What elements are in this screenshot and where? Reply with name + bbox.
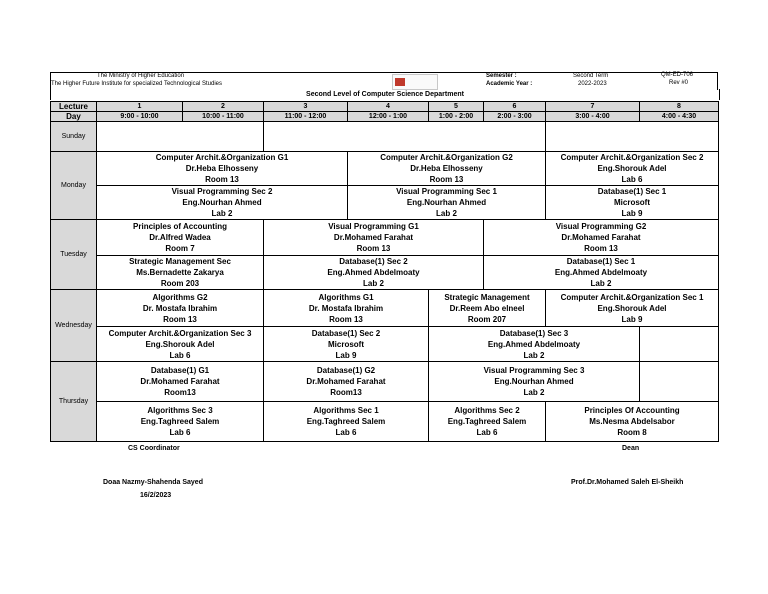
- instructor-name: Eng.Shorouk Adel: [145, 339, 215, 349]
- instructor-name: Eng.Nourhan Ahmed: [406, 198, 487, 207]
- instructor-name: Microsoft: [328, 339, 364, 349]
- instructor-name: Eng.Taghreed Salem: [447, 417, 527, 426]
- lecture-number: 3: [264, 102, 348, 112]
- day-header: Day: [51, 112, 97, 122]
- room-name: Room 207: [467, 314, 507, 324]
- logo-mark-icon: [395, 78, 405, 86]
- course-name: Database(1) Sec 2: [339, 257, 408, 266]
- lecture-number: 4: [348, 102, 429, 112]
- room-name: Room 13: [329, 314, 363, 324]
- empty-slot: [546, 122, 719, 152]
- time-slot: 1:00 - 2:00: [429, 112, 484, 122]
- course-name: Principles of Accounting: [133, 222, 227, 231]
- instructor-name: Microsoft: [614, 198, 650, 207]
- instructor-name: Ms.Nesma Abdelsabor: [589, 417, 675, 426]
- course-name: Algorithms Sec 3: [147, 406, 213, 415]
- doc-code: QM-ED-706: [661, 72, 694, 78]
- class-cell: [546, 290, 719, 327]
- course-name: Database(1) Sec 1: [597, 187, 667, 196]
- room-name: Room 203: [160, 279, 200, 288]
- room-name: Room 13: [205, 175, 239, 184]
- room-name: Lab 2: [523, 388, 545, 397]
- course-name: Computer Archit.&Organization G2: [380, 153, 513, 162]
- timetable: [50, 101, 719, 442]
- instructor-name: Dr.Heba Elhosseny: [185, 164, 259, 173]
- instructor-name: Eng.Ahmed Abdelmoaty: [554, 268, 648, 277]
- class-cell: [264, 220, 484, 256]
- instructor-name: Eng.Nourhan Ahmed: [494, 377, 574, 386]
- coordinator-label: CS Coordinator: [128, 445, 180, 452]
- class-cell: [546, 402, 719, 442]
- day-tuesday: Tuesday: [51, 220, 97, 290]
- lecture-number: 8: [640, 102, 719, 112]
- lecture-number: 2: [183, 102, 264, 112]
- instructor-name: Eng.Ahmed Abdelmoaty: [487, 339, 581, 349]
- class-cell: [429, 402, 546, 442]
- day-monday: Monday: [51, 152, 97, 220]
- instructor-name: Eng.Taghreed Salem: [306, 417, 386, 426]
- room-name: Lab 6: [335, 428, 357, 437]
- course-name: Visual Programming Sec 1: [396, 187, 497, 196]
- course-name: Algorithms G2: [152, 292, 208, 302]
- room-name: Room 13: [429, 175, 464, 184]
- instructor-name: Dr. Mostafa Ibrahim: [142, 303, 218, 313]
- class-cell: [97, 220, 264, 256]
- lecture-number: 1: [97, 102, 183, 112]
- course-name: Computer Archit.&Organization G1: [155, 153, 289, 162]
- course-name: Database(1) Sec 1: [566, 257, 636, 266]
- room-name: Room 13: [584, 244, 618, 253]
- class-cell: [97, 362, 264, 402]
- empty-slot: [97, 122, 264, 152]
- dean-label: Dean: [622, 445, 640, 452]
- day-sunday: Sunday: [51, 122, 97, 152]
- class-cell: [264, 256, 484, 290]
- year-label: Academic Year :: [486, 81, 533, 87]
- room-name: Lab 9: [621, 209, 643, 218]
- instructor-name: Dr.Alfred Wadea: [149, 233, 211, 242]
- instructor-name: Eng.Taghreed Salem: [140, 417, 220, 426]
- room-name: Room 7: [165, 244, 195, 253]
- class-cell: [264, 327, 429, 362]
- room-name: Lab 6: [169, 350, 191, 360]
- day-thursday: Thursday: [51, 362, 97, 442]
- time-slot: 10:00 - 11:00: [183, 112, 264, 122]
- course-name: Database(1) G1: [150, 366, 210, 375]
- class-cell: [429, 327, 640, 362]
- course-name: Database(1) Sec 3: [499, 328, 569, 338]
- room-name: Room 8: [617, 428, 647, 437]
- course-name: Strategic Management: [444, 292, 530, 302]
- room-name: Lab 2: [436, 209, 457, 218]
- course-name: Strategic Management Sec: [129, 257, 231, 266]
- instructor-name: Dr.Mohamed Farahat: [306, 377, 386, 386]
- room-name: Lab 9: [621, 314, 643, 324]
- empty-slot: [264, 122, 546, 152]
- time-slot: 4:00 - 4:30: [640, 112, 719, 122]
- course-name: Algorithms Sec 1: [313, 406, 379, 415]
- room-name: Lab 6: [621, 175, 643, 184]
- class-cell: [97, 327, 264, 362]
- semester-label: Semester :: [486, 73, 517, 79]
- course-name: Database(1) G2: [316, 366, 376, 375]
- class-cell: [348, 152, 546, 186]
- instructor-name: Ms.Bernadette Zakarya: [136, 268, 224, 277]
- course-name: Database(1) Sec 2: [311, 328, 381, 338]
- room-name: Room13: [164, 388, 196, 397]
- instructor-name: Dr.Mohamed Farahat: [333, 233, 414, 242]
- ministry-text: The Ministry of Higher Education: [97, 73, 185, 79]
- instructor-name: Dr.Reem Abo elneel: [449, 303, 525, 313]
- empty-slot: [640, 362, 719, 402]
- institute-text: The Higher Future Institute for specialized Technological Studies: [51, 81, 222, 87]
- class-cell: [97, 402, 264, 442]
- class-cell: [97, 152, 348, 186]
- instructor-name: Dr.Mohamed Farahat: [140, 377, 220, 386]
- course-name: Visual Programming G2: [555, 222, 647, 231]
- dean-name: Prof.Dr.Mohamed Saleh El-Sheikh: [571, 479, 684, 486]
- room-name: Room 13: [356, 244, 391, 253]
- instructor-name: Dr. Mostafa Ibrahim: [308, 303, 384, 313]
- course-name: Algorithms Sec 2: [454, 406, 520, 415]
- time-slot: 9:00 - 10:00: [97, 112, 183, 122]
- class-cell: [264, 362, 429, 402]
- room-name: Lab 6: [476, 428, 498, 437]
- course-name: Algorithms G1: [318, 292, 374, 302]
- course-name: Computer Archit.&Organization Sec 3: [108, 328, 252, 338]
- class-cell: [348, 186, 546, 220]
- institute-logo: [392, 74, 438, 90]
- class-cell: [97, 186, 348, 220]
- time-slot: 12:00 - 1:00: [348, 112, 429, 122]
- room-name: Lab 2: [523, 350, 545, 360]
- instructor-name: Dr.Heba Elhosseny: [410, 164, 483, 173]
- room-name: Lab 2: [590, 279, 612, 288]
- course-name: Computer Archit.&Organization Sec 2: [560, 153, 704, 162]
- instructor-name: Eng.Shorouk Adel: [597, 164, 667, 173]
- room-name: Room 13: [163, 314, 197, 324]
- course-name: Principles Of Accounting: [584, 406, 680, 415]
- lecture-header: Lecture: [51, 102, 97, 112]
- lecture-number: 5: [429, 102, 484, 112]
- semester-value: Second Term: [573, 73, 609, 79]
- lecture-number: 6: [484, 102, 546, 112]
- course-name: Visual Programming Sec 2: [171, 187, 273, 196]
- time-slot: 11:00 - 12:00: [264, 112, 348, 122]
- instructor-name: Eng.Nourhan Ahmed: [182, 198, 262, 207]
- room-name: Lab 2: [211, 209, 233, 218]
- course-name: Computer Archit.&Organization Sec 1: [560, 292, 704, 302]
- class-cell: [546, 186, 719, 220]
- signature-date: 16/2/2023: [140, 492, 172, 499]
- class-cell: [429, 362, 640, 402]
- class-cell: [97, 290, 264, 327]
- department-title: Second Level of Computer Science Department: [50, 89, 720, 100]
- room-name: Lab 9: [335, 350, 357, 360]
- time-slot: 2:00 - 3:00: [484, 112, 546, 122]
- class-cell: [429, 290, 546, 327]
- instructor-name: Dr.Mohamed Farahat: [561, 233, 641, 242]
- room-name: Lab 2: [363, 279, 384, 288]
- class-cell: [546, 152, 719, 186]
- doc-revision: Rev #0: [669, 80, 689, 86]
- coordinator-names: Doaa Nazmy-Shahenda Sayed: [103, 479, 203, 486]
- class-cell: [264, 290, 429, 327]
- course-name: Visual Programming Sec 3: [483, 366, 585, 375]
- class-cell: [97, 256, 264, 290]
- room-name: Lab 6: [169, 428, 191, 437]
- instructor-name: Eng.Ahmed Abdelmoaty: [327, 268, 420, 277]
- day-wednesday: Wednesday: [51, 290, 97, 362]
- lecture-number: 7: [546, 102, 640, 112]
- class-cell: [484, 256, 719, 290]
- class-cell: [484, 220, 719, 256]
- year-value: 2022-2023: [578, 81, 607, 87]
- room-name: Room13: [330, 388, 362, 397]
- course-name: Visual Programming G1: [328, 222, 419, 231]
- time-slot: 3:00 - 4:00: [546, 112, 640, 122]
- empty-slot: [640, 327, 719, 362]
- instructor-name: Eng.Shorouk Adel: [597, 303, 667, 313]
- class-cell: [264, 402, 429, 442]
